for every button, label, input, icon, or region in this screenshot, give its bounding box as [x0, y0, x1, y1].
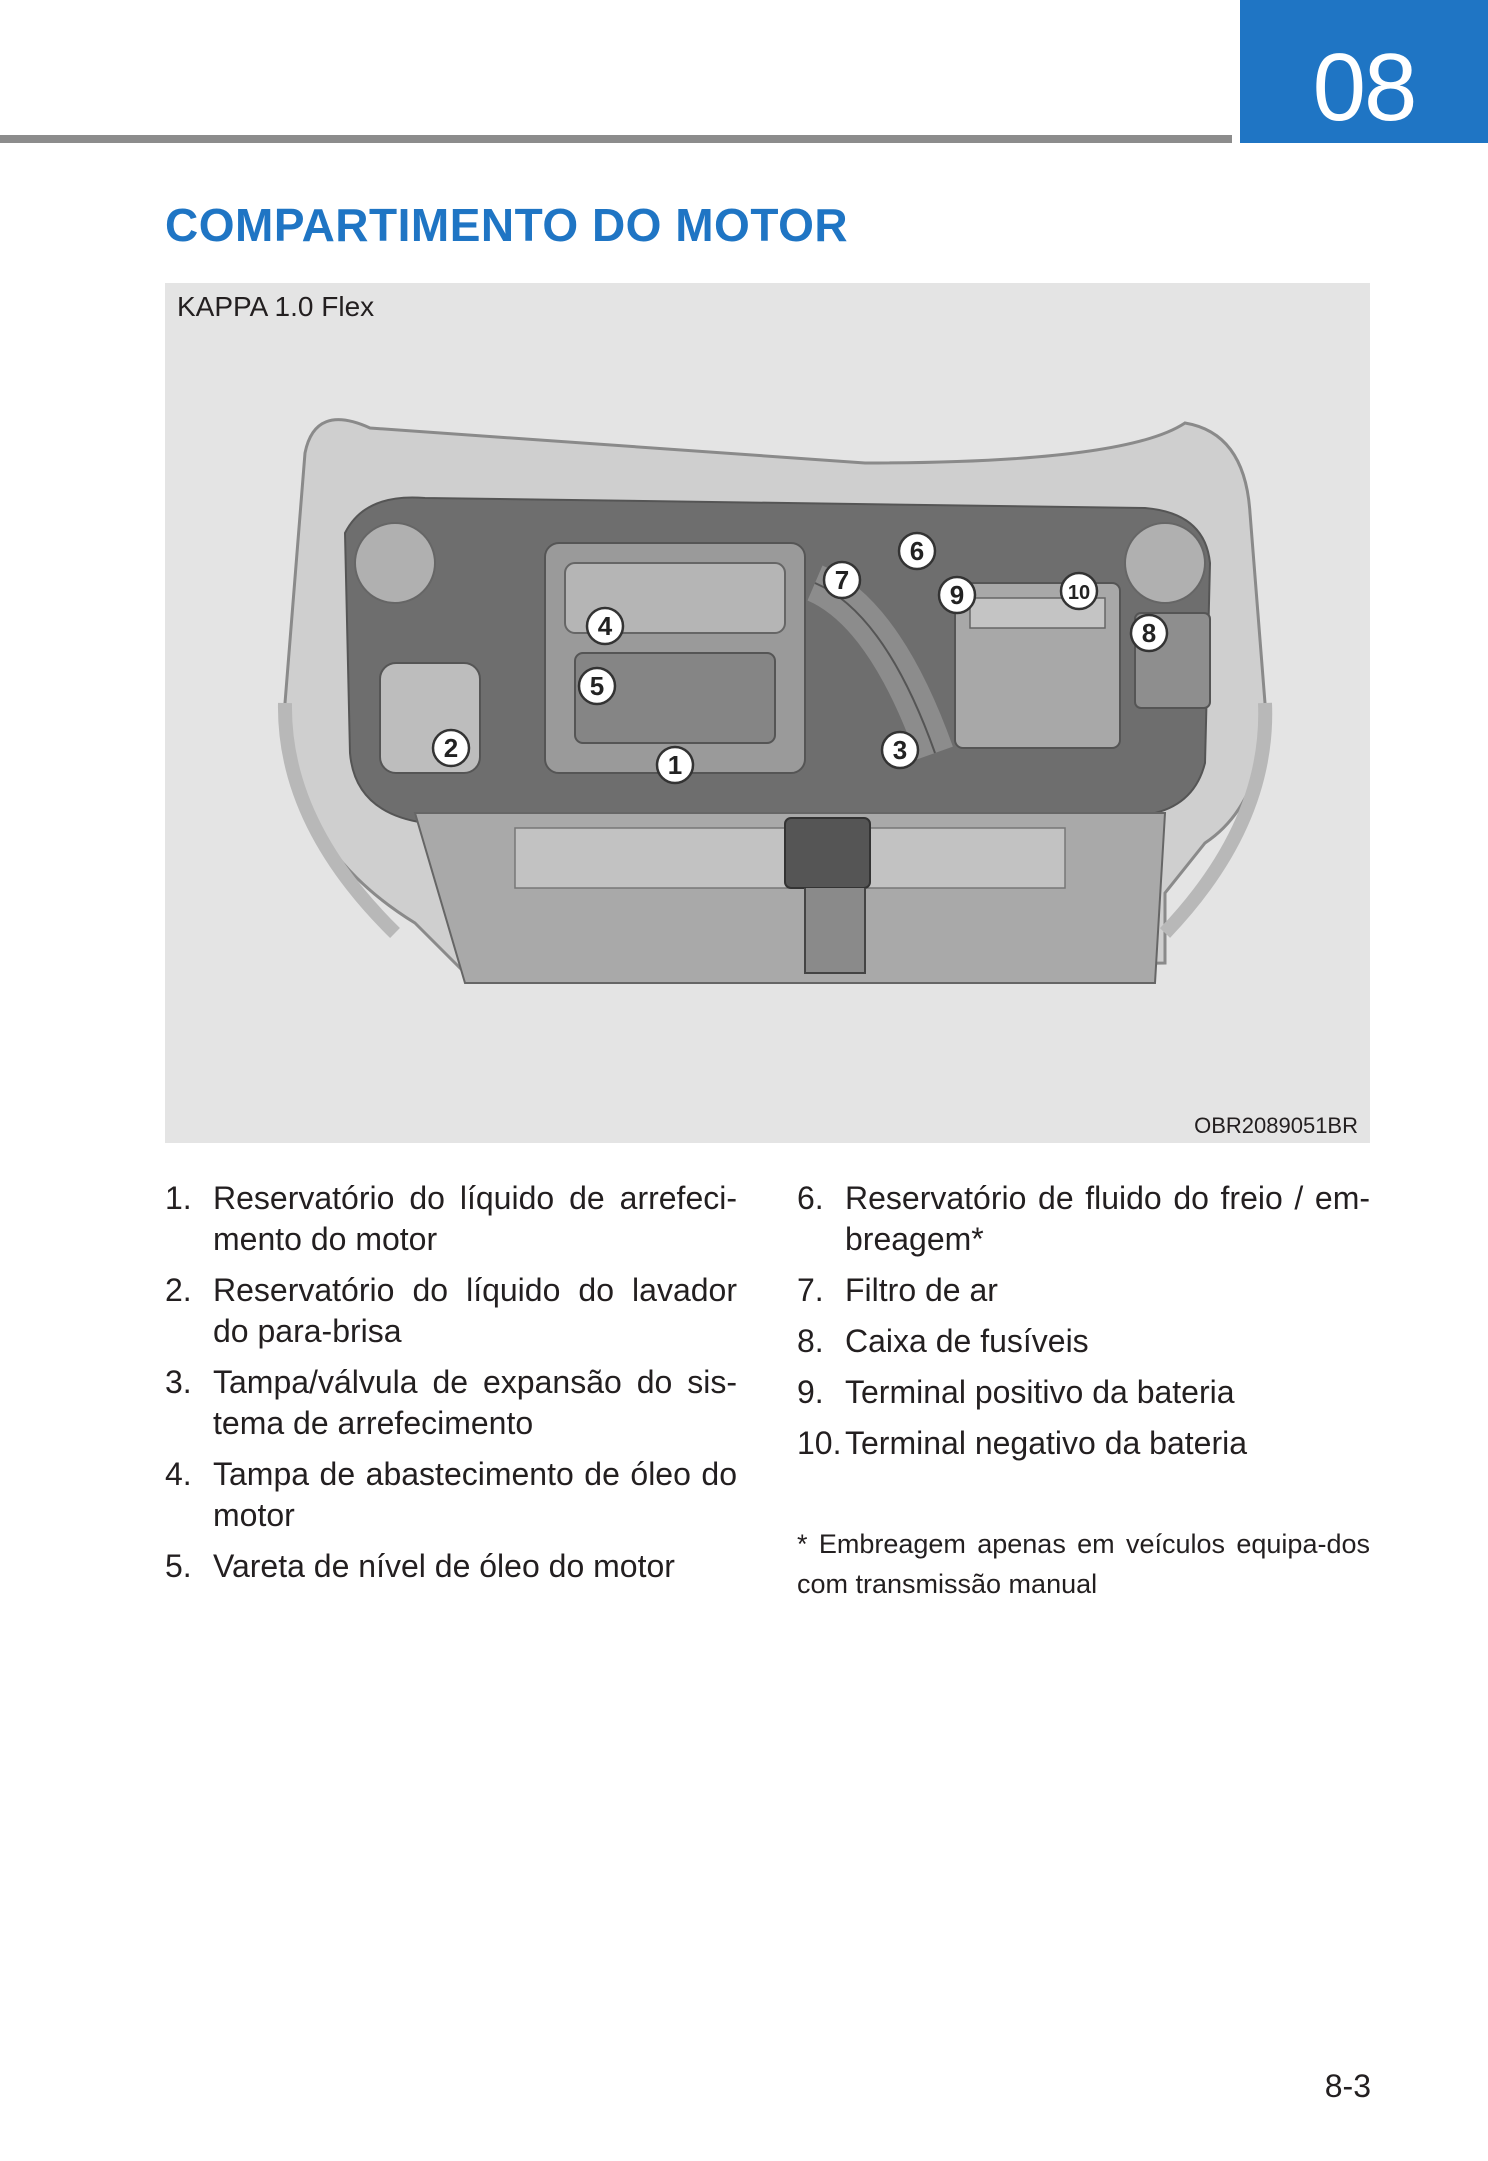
- component-list-left: [165, 1178, 737, 1597]
- item-text: Reservatório do líquido do lavador do para-brisa: [213, 1272, 737, 1349]
- callout-4: [587, 608, 623, 644]
- svg-text:7: 7: [834, 565, 850, 595]
- item-number: 7.: [797, 1272, 824, 1308]
- callout-6: [899, 533, 935, 569]
- list-item: [165, 1362, 737, 1444]
- svg-text:8: 8: [1141, 618, 1157, 648]
- item-number: 1.: [165, 1180, 192, 1216]
- item-number: 3.: [165, 1364, 192, 1400]
- item-text: Terminal positivo da bateria: [845, 1374, 1235, 1410]
- item-number: 10.: [797, 1425, 842, 1461]
- item-number: 2.: [165, 1272, 192, 1308]
- item-text: Filtro de ar: [845, 1272, 998, 1308]
- item-number: 5.: [165, 1548, 192, 1584]
- engine-compartment-illustration: [165, 283, 1370, 1143]
- svg-text:9: 9: [949, 580, 965, 610]
- section-title: COMPARTIMENTO DO MOTOR: [165, 199, 849, 251]
- list-item: [797, 1270, 1370, 1311]
- svg-text:3: 3: [892, 735, 908, 765]
- svg-text:4: 4: [597, 611, 613, 641]
- list-item: [165, 1454, 737, 1536]
- item-text: Reservatório de fluido do freio / em-breagem*: [845, 1180, 1370, 1257]
- list-item: [165, 1178, 737, 1260]
- figure-label: KAPPA 1.0 Flex: [177, 291, 375, 322]
- item-number: 4.: [165, 1456, 192, 1492]
- callout-5: [579, 668, 615, 704]
- item-text: Vareta de nível de óleo do motor: [213, 1548, 675, 1584]
- page-number: 8-3: [1324, 2068, 1371, 2104]
- svg-text:1: 1: [667, 750, 683, 780]
- callout-3: [882, 732, 918, 768]
- item-number: 8.: [797, 1323, 824, 1359]
- callout-10: [1061, 573, 1097, 609]
- list-item: [165, 1270, 737, 1352]
- header-rule: [0, 135, 1232, 143]
- figure-code: OBR2089051BR: [1194, 1113, 1358, 1138]
- list-item: [797, 1372, 1370, 1413]
- list-item: [165, 1546, 737, 1587]
- svg-text:2: 2: [443, 733, 459, 763]
- svg-text:10: 10: [1067, 582, 1091, 604]
- item-text: Tampa/válvula de expansão do sis-tema de arrefecimento: [213, 1364, 737, 1441]
- component-list-right: [797, 1178, 1370, 1474]
- chapter-tab: 08: [1240, 0, 1488, 143]
- item-text: Reservatório do líquido de arrefeci-mento do motor: [213, 1180, 737, 1257]
- list-item: [797, 1178, 1370, 1260]
- callout-2: [433, 730, 469, 766]
- footnote: * Embreagem apenas em veículos equipa-dos com transmissão manual: [797, 1529, 1370, 1599]
- svg-text:6: 6: [909, 536, 925, 566]
- item-text: Terminal negativo da bateria: [845, 1425, 1248, 1461]
- list-item: [797, 1423, 1370, 1464]
- item-number: 9.: [797, 1374, 824, 1410]
- item-text: Tampa de abastecimento de óleo do motor: [213, 1456, 737, 1533]
- callout-9: [939, 577, 975, 613]
- item-number: 6.: [797, 1180, 824, 1216]
- callout-8: [1131, 615, 1167, 651]
- item-text: Caixa de fusíveis: [845, 1323, 1089, 1359]
- svg-text:5: 5: [589, 671, 605, 701]
- engine-figure: [165, 283, 1370, 1143]
- callout-1: [657, 747, 693, 783]
- callout-7: [824, 562, 860, 598]
- list-item: [797, 1321, 1370, 1362]
